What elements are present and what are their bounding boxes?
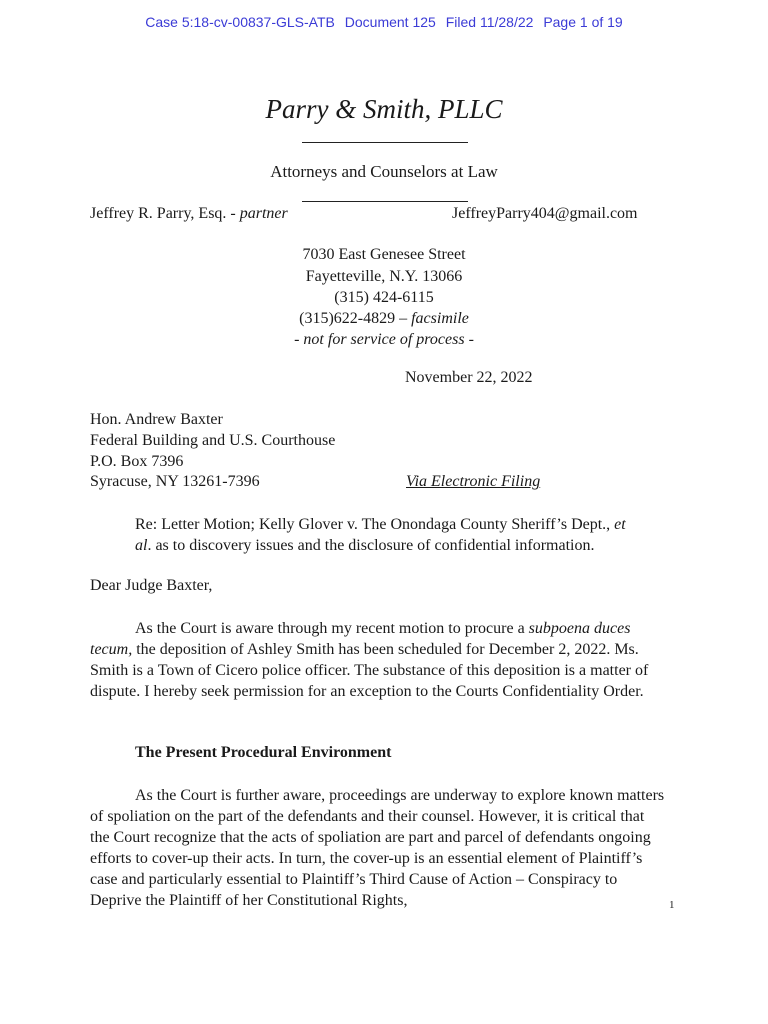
firm-tagline: Attorneys and Counselors at Law <box>270 162 498 181</box>
phone-number: (315) 424-6115 <box>334 289 434 306</box>
address-street: 7030 East Genesee Street <box>302 246 466 263</box>
subpoena-term: subpoena duces tecum, <box>90 620 631 658</box>
page-count: Page 1 of 19 <box>543 14 623 30</box>
case-number: Case 5:18-cv-00837-GLS-ATB <box>145 14 335 30</box>
attorney-name: Jeffrey R. Parry, Esq. - <box>90 205 240 222</box>
fax-number: (315)622-4829 – <box>299 310 412 327</box>
service-note: - not for service of process - <box>294 331 474 348</box>
attorney-line <box>90 205 288 223</box>
letterhead-divider-top <box>302 142 468 143</box>
re-text: Re: Letter Motion; Kelly Glover v. The Onondaga County Sheriff’s Dept., <box>135 516 615 533</box>
re-al: al <box>135 536 148 554</box>
section-heading: The Present Procedural Environment <box>135 744 392 761</box>
ecf-header-stamp <box>0 14 768 30</box>
letter-date: November 22, 2022 <box>405 369 533 386</box>
address-city: Fayetteville, N.Y. 13066 <box>305 268 463 285</box>
paragraph-1-text: As the Court is aware through my recent motion to procure a <box>135 620 529 637</box>
delivery-method: Via Electronic Filing <box>406 473 541 490</box>
salutation: Dear Judge Baxter, <box>90 577 213 594</box>
recipient-building: Federal Building and U.S. Courthouse <box>90 432 336 449</box>
body-paragraph-1 <box>90 619 665 703</box>
filed-date: Filed 11/28/22 <box>445 14 534 30</box>
fax-line <box>0 310 768 328</box>
footnote-marker[interactable]: 1 <box>669 899 675 911</box>
letterhead-divider-bottom <box>302 201 468 202</box>
re-line <box>135 515 680 557</box>
fax-label: facsimile <box>411 310 469 327</box>
attorney-role: partner <box>239 205 288 222</box>
recipient-city: Syracuse, NY 13261-7396 <box>90 473 260 490</box>
recipient-name: Hon. Andrew Baxter <box>90 411 223 428</box>
re-text-continued: . as to discovery issues and the disclosure of confidential information. <box>147 536 595 554</box>
recipient-po-box: P.O. Box 7396 <box>90 453 184 470</box>
document-number: Document 125 <box>344 14 436 30</box>
body-paragraph-2: As the Court is further aware, proceedings are underway to explore known matters of spoliation on the part of the defendants and their counsel. However, it is critical that the Court recognize that the acts of spoliation are part and parcel of defendants ongoing efforts to cover-up their acts. In turn, the cover-up is an essential element of Plaintiff’s case and particularly essential to Plaintiff’s Third Cause of Action – Conspiracy to Deprive the Plaintiff of her Constitutional Rights, <box>90 787 665 909</box>
firm-name: Parry & Smith, PLLC <box>265 94 503 124</box>
paragraph-1-text-continued: the deposition of Ashley Smith has been scheduled for December 2, 2022. Ms. Smith is a Town of Cicero police officer. The substance of this deposition is a matter of dispute. I hereby seek permission for an exception to the Courts Confidentiality Order. <box>90 640 649 700</box>
attorney-email: JeffreyParry404@gmail.com <box>452 205 638 222</box>
re-et: et <box>614 516 626 533</box>
